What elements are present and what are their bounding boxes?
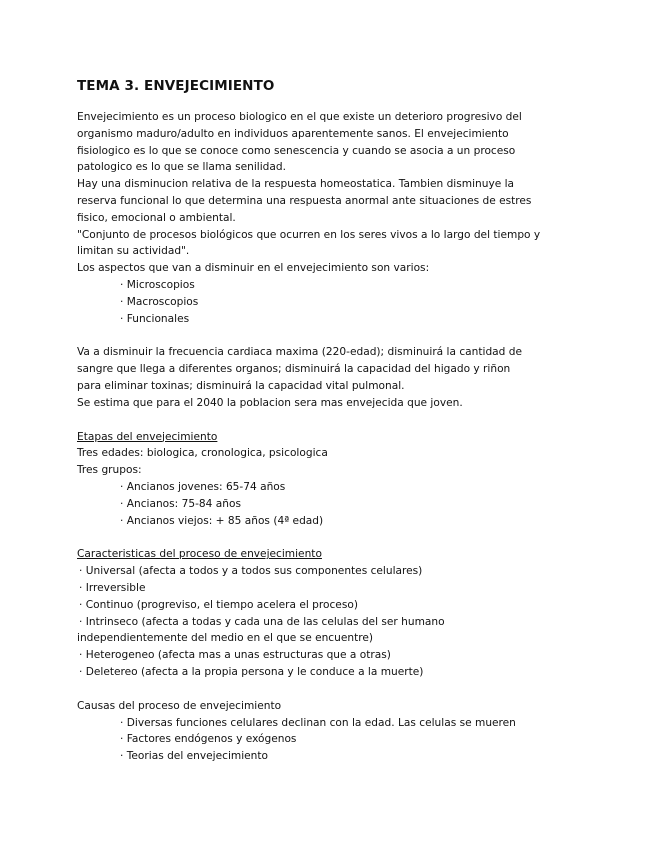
list-item: · Intrinseco (afecta a todas y cada una de las celulas del ser humano bbox=[79, 615, 445, 628]
text-line: Se estima que para el 2040 la poblacion sera mas envejecida que joven. bbox=[77, 396, 463, 409]
document-page bbox=[77, 78, 582, 765]
text-line: Va a disminuir la frecuencia cardiaca maxima (220-edad); disminuirá la cantidad de bbox=[77, 346, 523, 359]
text-line: sangre que llega a diferentes organos; disminuirá la capacidad del higado y riñon bbox=[77, 363, 511, 376]
text-line: limitan su actividad". bbox=[77, 245, 190, 258]
aspects-list bbox=[77, 277, 582, 327]
text-line: patologico es lo que se llama senilidad. bbox=[77, 161, 286, 174]
paragraph-two bbox=[77, 344, 582, 411]
section-heading: Etapas del envejecimiento bbox=[77, 430, 218, 443]
section-heading: Causas del proceso de envejecimiento bbox=[77, 699, 282, 712]
list-item: · Factores endógenos y exógenos bbox=[120, 733, 297, 746]
etapas-section bbox=[77, 429, 582, 530]
text-line: Hay una disminucion relativa de la respuesta homeostatica. Tambien disminuye la bbox=[77, 178, 515, 191]
document-title: TEMA 3. ENVEJECIMIENTO bbox=[77, 78, 275, 94]
causas-section bbox=[77, 698, 582, 765]
list-item: · Funcionales bbox=[120, 312, 190, 325]
text-line: Los aspectos que van a disminuir en el envejecimiento son varios: bbox=[77, 262, 430, 275]
text-line: fisiologico es lo que se conoce como senescencia y cuando se asocia a un proceso bbox=[77, 144, 516, 157]
text-line: Tres edades: biologica, cronologica, psicologica bbox=[77, 447, 328, 460]
text-line: Tres grupos: bbox=[77, 464, 142, 477]
list-item: · Universal (afecta a todos y a todos sus componentes celulares) bbox=[79, 565, 423, 578]
text-line: reserva funcional lo que determina una respuesta anormal ante situaciones de estres bbox=[77, 194, 532, 207]
text-line: organismo maduro/adulto en individuos aparentemente sanos. El envejecimiento bbox=[77, 127, 509, 140]
text-line: "Conjunto de procesos biológicos que ocurren en los seres vivos a lo largo del tiempo y bbox=[77, 228, 541, 241]
section-heading: Caracteristicas del proceso de envejecimiento bbox=[77, 548, 322, 561]
list-item: · Irreversible bbox=[79, 581, 146, 594]
list-item: · Ancianos viejos: + 85 años (4ª edad) bbox=[120, 514, 324, 527]
list-item: · Microscopios bbox=[120, 278, 195, 291]
list-item: · Deletereo (afecta a la propia persona y le conduce a la muerte) bbox=[79, 665, 424, 678]
list-item: · Macroscopios bbox=[120, 295, 199, 308]
text-line: independientemente del medio en el que se encuentre) bbox=[77, 632, 374, 645]
text-line: para eliminar toxinas; disminuirá la capacidad vital pulmonal. bbox=[77, 379, 405, 392]
text-line: Envejecimiento es un proceso biologico en el que existe un deterioro progresivo del bbox=[77, 111, 522, 123]
list-item: · Diversas funciones celulares declinan con la edad. Las celulas se mueren bbox=[120, 716, 516, 729]
list-item: · Ancianos: 75-84 años bbox=[120, 497, 241, 510]
list-item: · Continuo (progreviso, el tiempo acelera el proceso) bbox=[79, 598, 358, 611]
text-line: fisico, emocional o ambiental. bbox=[77, 211, 236, 224]
list-item: · Heterogeneo (afecta mas a unas estructuras que a otras) bbox=[79, 649, 391, 662]
caracteristicas-section bbox=[77, 546, 582, 680]
list-item: · Teorias del envejecimiento bbox=[120, 750, 269, 763]
list-item: · Ancianos jovenes: 65-74 años bbox=[120, 480, 286, 493]
intro-paragraph bbox=[77, 109, 582, 277]
